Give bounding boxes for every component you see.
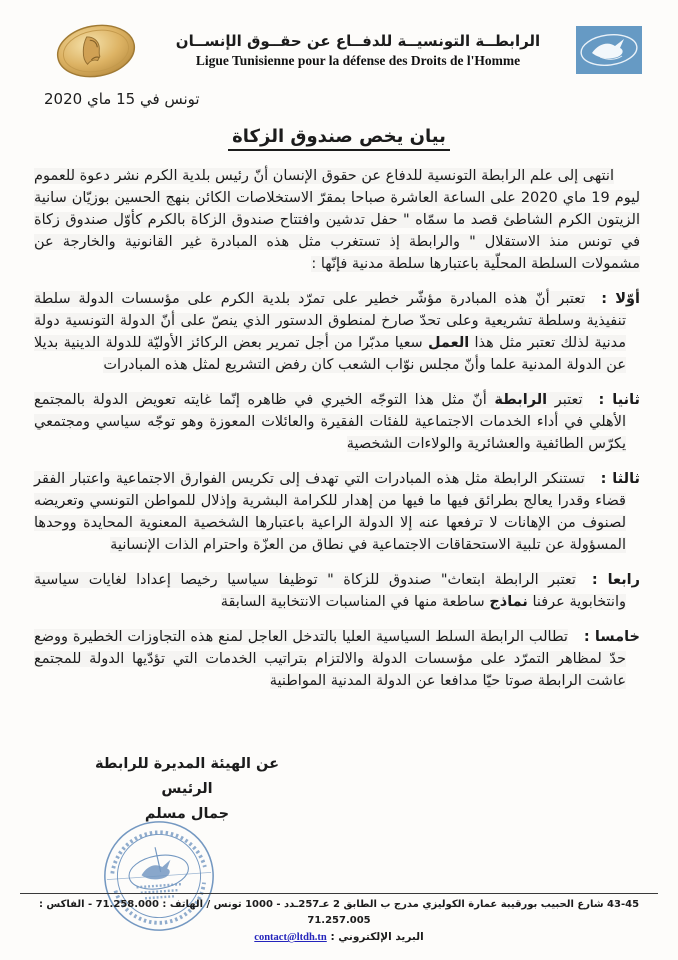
footer-address: 43-45 شارع الحبيب بورقيبة عمارة الكوليزي مدرج ب الطابق 2 عـ257ـدد - 1000 تونس / الهاتف : 71.258.000 - الفاكس : 71.257.005 — [38, 899, 640, 926]
org-name-arabic: الرابطــة التونسيــة للدفــاع عن حقــوق الإنســان — [175, 32, 541, 50]
signature-name: جمال مسلم — [144, 806, 230, 822]
footer — [20, 893, 658, 946]
item-first: أوّلا :تعتبر أنّ هذه المبادرة مؤشّر خطير على تمرّد بلدية الكرم على مؤسسات الدولة سلطة تنفيذية وسلطة تشريعية وعلى تحدّ صارخ لمنطوق الدستور الذي ينصّ على أنّ الدولة التونسية دولة مدنية لذلك تعتبر مثل هذا العمل سعيا مدبّرا من أجل تمرير بعض الركائز الأوليّة للدولة الدينية بديلا عن الدولة المدنية علما وأنّ مجلس نوّاب الشعب كان رفض التشريع لمثل هذه المبادرات — [34, 291, 640, 373]
signature-role: الرئيس — [161, 781, 213, 797]
item-second-label: ثانيا : — [598, 392, 640, 408]
document-title: بيان يخص صندوق الزكاة — [228, 126, 450, 151]
item-second: ثانيا :تعتبر الرابطة أنّ مثل هذا التوجّه الخيري في ظاهره إنّما غايته تعويض الدولة بالمجتمع الأهلي في أداء الخدمات الاجتماعية للفئات الفقيرة والعائلات المعوزة وهو توجّه سياسي ومجتمعي يكرّس الطائفية والعشائرية والولاءات الشخصية — [34, 392, 640, 452]
item-fourth-label: رابعا : — [591, 572, 640, 588]
letterhead — [0, 0, 678, 80]
signature-on-behalf: عن الهيئة المديرة للرابطة — [95, 756, 279, 772]
intro-paragraph: انتهى إلى علم الرابطة التونسية للدفاع عن حقوق الإنسان أنّ رئيس بلدية الكرم نشر دعوة للعموم ليوم 19 ماي 2020 على الساعة العاشرة صباحا بمقرّ الاستخلاصات الكائن بنهج الحسين بوزيّان سانية الزيتون الكرم الشاطئ قصد ما سمّاه " حفل تدشين وافتتاح صندوق الزكاة بالكرم كأوّل صندوق زكاة في تونس منذ الاستقلال " والرابطة إذ تستغرب مثل هذه المبادرة غير القانونية والخارجة عن مشمولات السلطة المحلّية باعتبارها سلطة مدنية فإنّها : — [34, 168, 640, 272]
email-label: البريد الإلكتروني : — [330, 931, 424, 943]
nobel-medal-icon — [52, 22, 140, 80]
item-third-label: ثالثا : — [600, 471, 640, 487]
organization-titles — [140, 22, 576, 69]
org-name-french: Ligue Tunisienne pour la défense des Droits de l'Homme — [195, 53, 521, 68]
item-first-label: أوّلا : — [601, 291, 640, 307]
item-fourth: رابعا :تعتبر الرابطة ابتعاث" صندوق للزكاة " توظيفا سياسيا رخيصا إعدادا لغايات سياسية وانتخابوية عرفنا نماذج ساطعة منها في المناسبات الانتخابية السابقة — [34, 572, 640, 610]
item-third: ثالثا :تستنكر الرابطة مثل هذه المبادرات التي تهدف إلى تكريس الفوارق الاجتماعية واعتبار الفقر قضاء وقدرا يعالج بطرائق فيها ما فيها من إهدار للكرامة البشرية وإذلال للمواطن التونسي وتعريضه لصنوف من الإهانات لا ترفعها عنه إلا الدولة الراعية باعتبارها الشخصية المعنوية المحايدة ووحدها المسؤولة عن تلبية الاستحقاقات الاجتماعية في نطاق من العزّة واحترام الذات الإنسانية — [34, 471, 640, 553]
item-fifth-label: خامسا : — [583, 629, 641, 645]
date-line: تونس في 15 ماي 2020 — [44, 90, 200, 108]
email-link[interactable]: contact@ltdh.tn — [254, 932, 327, 943]
statement-body — [0, 151, 678, 692]
league-dove-logo-icon — [576, 26, 642, 74]
footer-email-row — [20, 929, 658, 946]
item-fifth: خامسا :تطالب الرابطة السلط السياسية العليا بالتدخل العاجل لمنع هذه التجاوزات الخطيرة ووضع حدّ لمظاهر التمرّد على مؤسسات الدولة والالتزام بتراتيب الخدمات التي تؤدّيها الدولة للمجتمع عاشت الرابطة صوتا حيّا مدافعا عن الدولة المدنية المواطنية — [34, 629, 641, 689]
